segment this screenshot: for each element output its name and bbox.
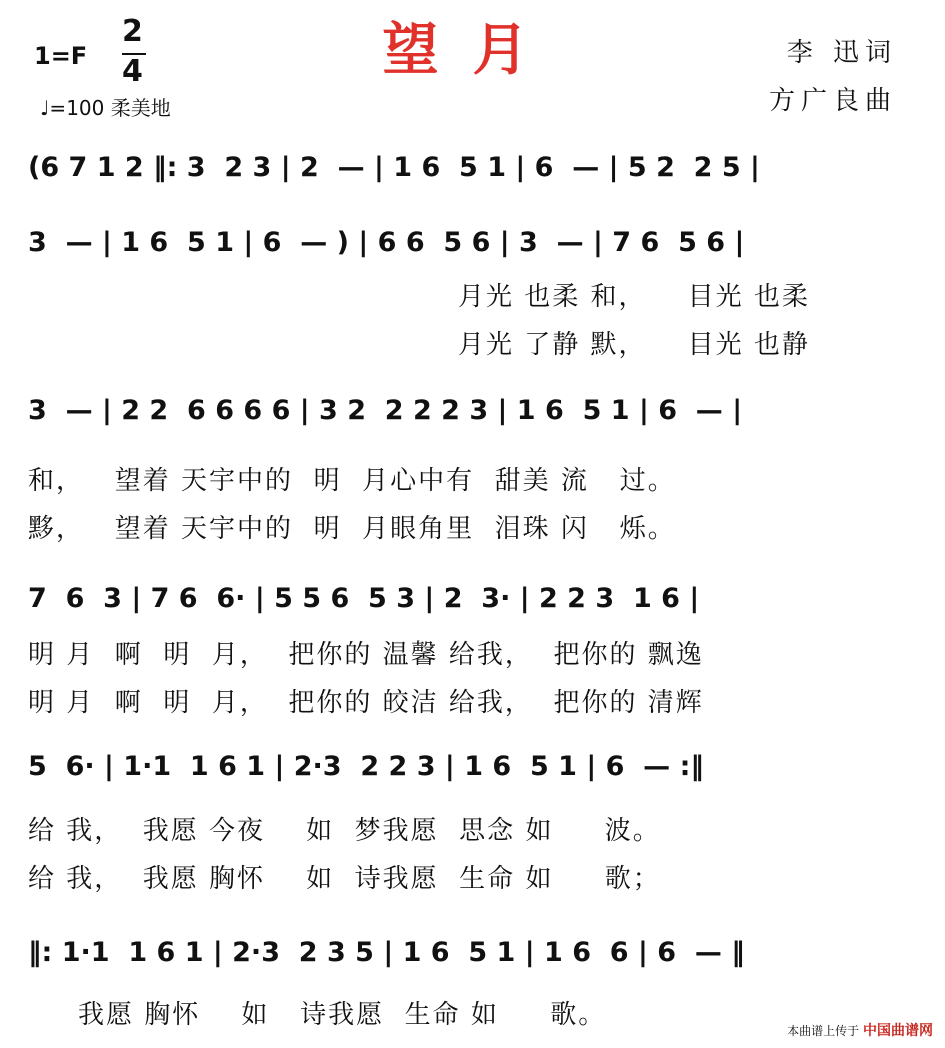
tempo-marking: ♩=100 柔美地 [40, 96, 171, 120]
lyric-verse1-line-4: 明 月 啊 明 月， 把你的 温馨 给我， 把你的 飘逸 [28, 640, 704, 670]
score-row-1 [28, 145, 920, 195]
notation-line-5: 5 6· | 1·1 1 6 1 | 2·3 2 2 3 | 1 6 5 1 | 6 — :‖ [28, 751, 704, 782]
lyric-verse1-line-2: 月光 也柔 和， 目光 也柔 [458, 282, 810, 312]
lyric-verse2-line-4: 明 月 啊 明 月， 把你的 皎洁 给我， 把你的 清辉 [28, 688, 704, 718]
notation-line-3: 3 — | 2 2 6 6 6 6 | 3 2 2 2 2 3 | 1 6 5 1 | 6 — | [28, 395, 743, 426]
notation-line-2: 3 — | 1 6 5 1 | 6 — ) | 6 6 5 6 | 3 — | 7 6 5 6 | [28, 227, 745, 258]
lyricist-credit: 李 迅词 [786, 38, 897, 68]
song-title: 望月 [382, 17, 563, 83]
time-signature-top: 2 [122, 14, 143, 49]
site-brand: 中国曲谱网 [863, 1023, 933, 1039]
score-row-4 [28, 576, 920, 716]
score-row-6 [28, 930, 920, 1030]
notation-line-6: ‖: 1·1 1 6 1 | 2·3 2 3 5 | 1 6 5 1 | 1 6 6 | 6 — ‖ [28, 937, 745, 968]
composer-credit: 方广良曲 [768, 86, 897, 116]
score-row-3 [28, 388, 920, 544]
time-signature-bottom: 4 [122, 54, 143, 89]
notation-line-1: (6 7 1 2 ‖: 3 2 3 | 2 — | 1 6 5 1 | 6 — | 5 2 2 5 | [28, 152, 760, 183]
key-signature: 1=F [34, 42, 88, 70]
lyric-verse2-line-5: 给 我， 我愿 胸怀 如 诗我愿 生命 如 歌； [28, 864, 661, 894]
lyric-verse-line-6: 我愿 胸怀 如 诗我愿 生命 如 歌。 [78, 1000, 607, 1030]
upload-note: 本曲谱上传于 [787, 1024, 860, 1038]
notation-line-4: 7 6 3 | 7 6 6· | 5 5 6 5 3 | 2 3· | 2 2 3 1 6 | [28, 583, 700, 614]
lyric-verse1-line-3: 和， 望着 天宇中的 明 月心中有 甜美 流 过。 [28, 466, 676, 496]
score-row-5 [28, 744, 920, 894]
lyric-verse2-line-3: 黟， 望着 天宇中的 明 月眼角里 泪珠 闪 烁。 [28, 514, 676, 544]
lyric-verse2-line-2: 月光 了静 默， 目光 也静 [458, 330, 810, 360]
score-row-2 [28, 220, 920, 360]
lyric-verse1-line-5: 给 我， 我愿 今夜 如 梦我愿 思念 如 波。 [28, 816, 661, 846]
source-footer [787, 1020, 933, 1040]
